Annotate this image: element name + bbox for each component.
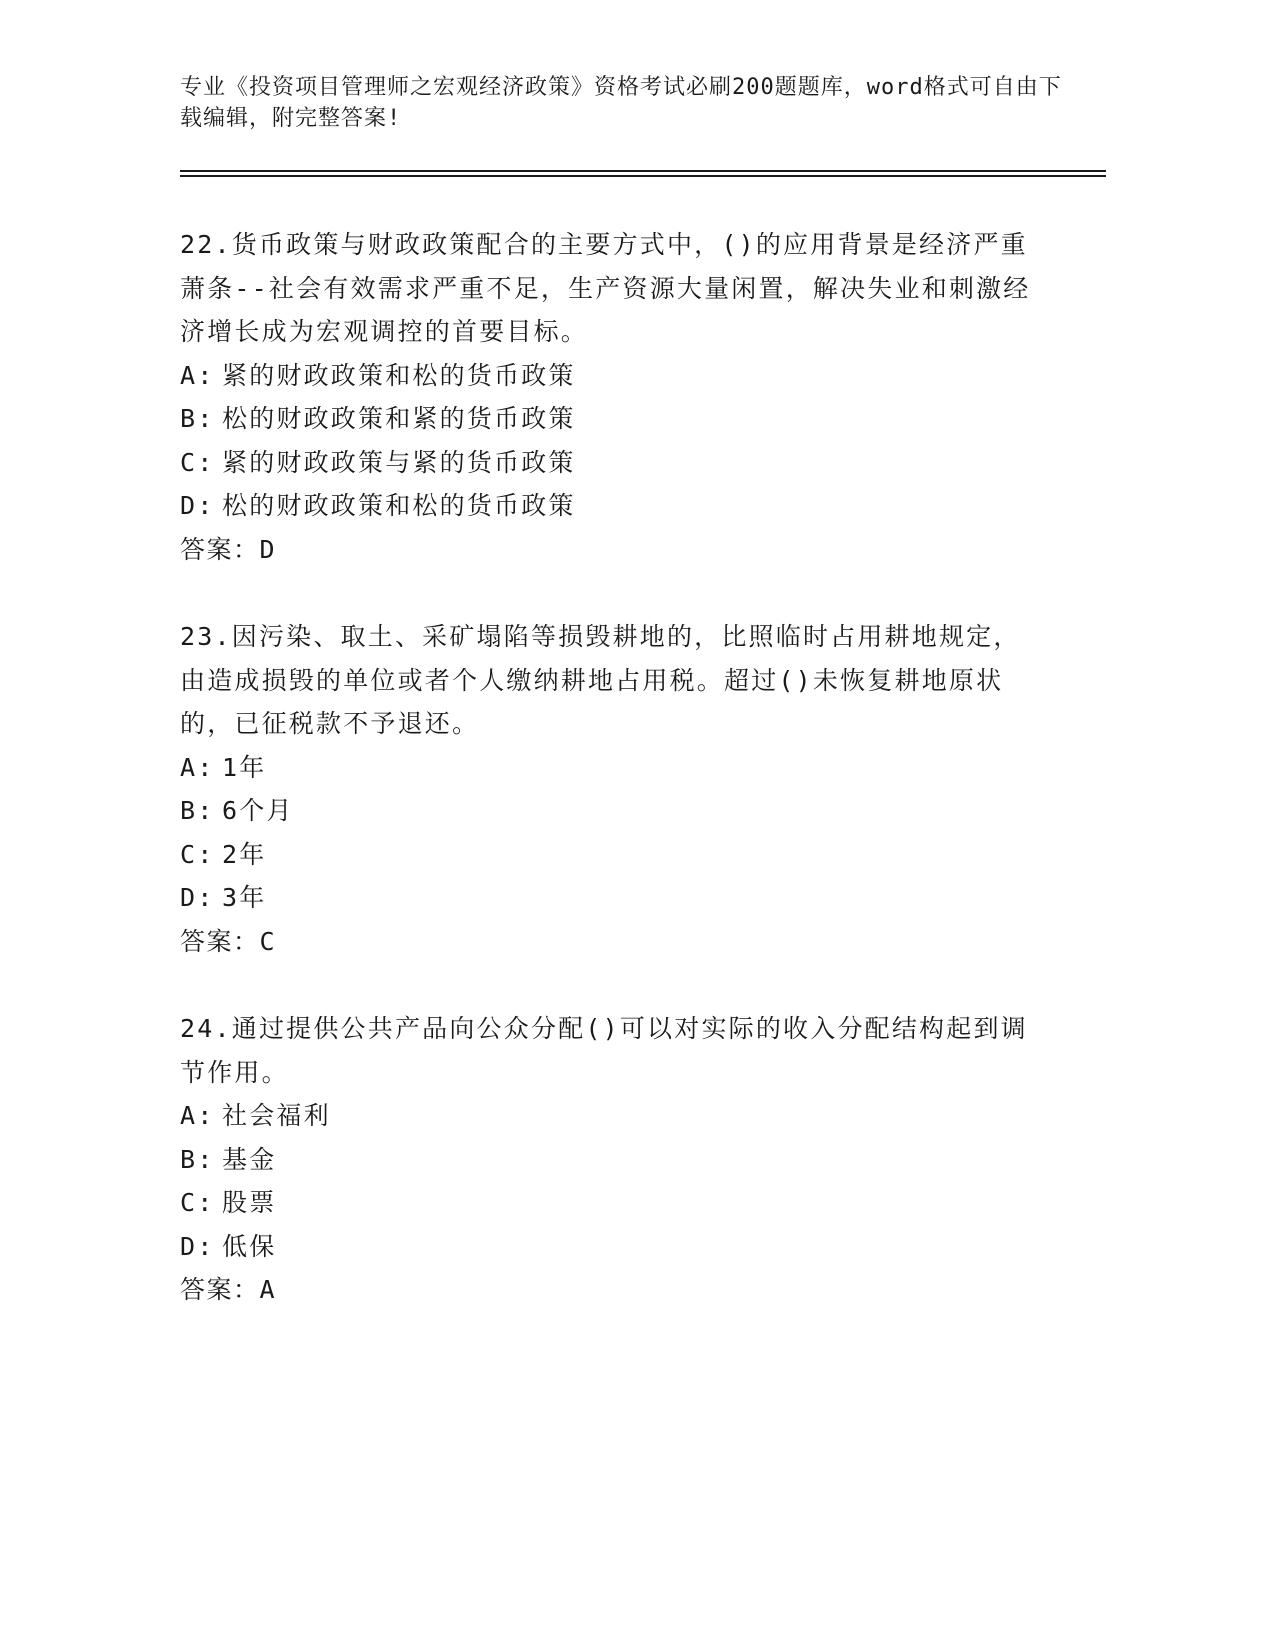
question-24	[180, 1007, 1040, 1312]
question-text: 24.通过提供公共产品向公众分配()可以对实际的收入分配结构起到调节作用。	[180, 1014, 1028, 1087]
option-a	[180, 354, 1040, 398]
option-a	[180, 746, 1040, 790]
option-text: 基金	[222, 1144, 277, 1174]
option-key: D:	[180, 883, 215, 912]
option-d	[180, 1225, 1040, 1269]
option-d	[180, 876, 1040, 920]
option-text: 松的财政政策和紧的货币政策	[222, 404, 576, 433]
answer-line: 答案：C	[180, 926, 277, 956]
option-b	[180, 789, 1040, 833]
option-text: 社会福利	[222, 1101, 331, 1130]
option-key: C:	[180, 839, 215, 869]
header-divider-top	[180, 170, 1106, 172]
header-divider-bottom	[180, 175, 1106, 177]
option-key: D:	[180, 1231, 215, 1261]
option-text: 3年	[222, 883, 267, 912]
option-key: B:	[180, 796, 215, 825]
option-text: 2年	[222, 839, 267, 869]
question-23	[180, 615, 1040, 963]
answer-line: 答案：A	[180, 1275, 277, 1304]
question-text: 23.因污染、取土、采矿塌陷等损毁耕地的，比照临时占用耕地规定，由造成损毁的单位或者个人缴纳耕地占用税。超过()未恢复耕地原状的，已征税款不予退还。	[180, 622, 1021, 738]
option-text: 紧的财政政策和松的货币政策	[222, 360, 576, 390]
option-c	[180, 833, 1040, 877]
option-text: 紧的财政政策与紧的货币政策	[222, 447, 576, 477]
question-22	[180, 223, 1040, 571]
option-key: B:	[180, 404, 215, 433]
option-key: A:	[180, 752, 215, 782]
option-b	[180, 1138, 1040, 1182]
option-c	[180, 1181, 1040, 1225]
option-key: B:	[180, 1144, 215, 1174]
option-c	[180, 441, 1040, 485]
answer-line: 答案：D	[180, 534, 277, 564]
option-text: 低保	[222, 1231, 277, 1261]
question-text: 22.货币政策与财政政策配合的主要方式中，()的应用背景是经济严重萧条--社会有效需求严重不足，生产资源大量闲置，解决失业和刺激经济增长成为宏观调控的首要目标。	[180, 230, 1031, 346]
document-intro: 专业《投资项目管理师之宏观经济政策》资格考试必刷200题题库，word格式可自由下载编辑，附完整答案!	[180, 75, 1062, 131]
option-key: C:	[180, 447, 215, 477]
option-text: 6个月	[222, 796, 294, 825]
option-text: 股票	[222, 1188, 277, 1217]
option-a	[180, 1094, 1040, 1138]
option-key: A:	[180, 360, 215, 390]
option-b	[180, 397, 1040, 441]
option-text: 松的财政政策和松的货币政策	[222, 491, 576, 520]
option-text: 1年	[222, 752, 267, 782]
option-key: A:	[180, 1101, 215, 1130]
option-key: C:	[180, 1188, 215, 1217]
option-key: D:	[180, 491, 215, 520]
option-d	[180, 484, 1040, 528]
